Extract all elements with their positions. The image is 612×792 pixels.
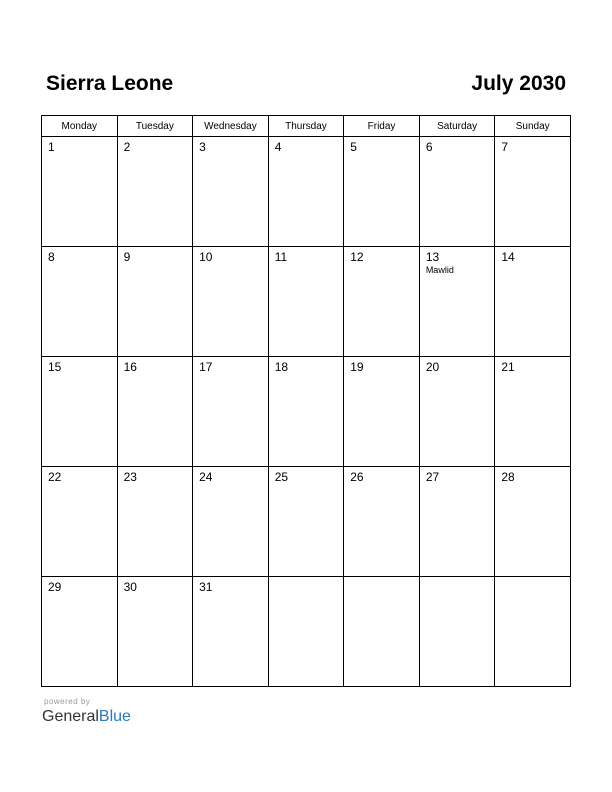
- day-cell: [42, 247, 118, 357]
- day-number: 24: [199, 470, 213, 484]
- calendar-grid: [41, 115, 571, 687]
- brand-blue: Blue: [98, 708, 131, 725]
- week-row: [42, 577, 571, 687]
- day-cell: [193, 467, 269, 577]
- day-number: 25: [274, 470, 289, 484]
- day-number: 30: [123, 580, 137, 594]
- day-cell: [419, 467, 495, 577]
- day-number: 21: [501, 360, 515, 374]
- day-cell: [344, 357, 420, 467]
- day-cell: [495, 357, 571, 467]
- brand-general: General: [42, 708, 99, 725]
- day-number: 11: [274, 250, 288, 264]
- weekday-saturday: Saturday: [419, 116, 495, 137]
- day-cell-empty: [268, 577, 344, 687]
- day-number: 10: [199, 250, 213, 264]
- weekday-monday: Monday: [42, 116, 118, 137]
- week-row: [42, 247, 571, 357]
- country-title: Sierra Leone: [46, 72, 174, 95]
- day-number: 23: [123, 470, 137, 484]
- day-number: 9: [123, 250, 131, 264]
- day-number: 6: [425, 140, 433, 154]
- page-header: [46, 72, 566, 98]
- day-cell-empty: [419, 577, 495, 687]
- weekday-thursday: Thursday: [268, 116, 344, 137]
- day-cell: [193, 137, 269, 247]
- day-cell: [193, 357, 269, 467]
- day-cell: [268, 467, 344, 577]
- powered-by-text: powered by: [44, 697, 91, 706]
- day-cell: [117, 577, 193, 687]
- day-cell: [193, 577, 269, 687]
- day-cell: [42, 137, 118, 247]
- day-cell: [495, 247, 571, 357]
- day-number: 17: [199, 360, 213, 374]
- day-number: 26: [350, 470, 364, 484]
- day-number: 2: [123, 140, 131, 154]
- day-number: 29: [48, 580, 62, 594]
- day-cell: [268, 137, 344, 247]
- day-cell: [42, 467, 118, 577]
- day-number: 22: [48, 470, 62, 484]
- day-cell: [344, 467, 420, 577]
- generalblue-logo[interactable]: [42, 708, 131, 726]
- day-number: 4: [274, 140, 282, 154]
- day-cell: [419, 137, 495, 247]
- day-cell: [419, 247, 495, 357]
- day-number: 20: [425, 360, 440, 374]
- day-number: 31: [199, 580, 213, 594]
- weekday-sunday: Sunday: [495, 116, 571, 137]
- weekday-header-row: [42, 116, 571, 137]
- day-cell: [268, 247, 344, 357]
- day-number: 18: [274, 360, 289, 374]
- weekday-wednesday: Wednesday: [193, 116, 269, 137]
- day-cell: [268, 357, 344, 467]
- day-cell: [117, 247, 193, 357]
- day-cell-empty: [495, 577, 571, 687]
- month-title: July 2030: [471, 72, 566, 95]
- day-number: 16: [123, 360, 137, 374]
- holiday-label: Mawlid: [425, 265, 454, 275]
- week-row: [42, 357, 571, 467]
- day-cell: [117, 467, 193, 577]
- day-cell: [117, 357, 193, 467]
- day-number: 19: [350, 360, 364, 374]
- day-number: 15: [48, 360, 62, 374]
- day-number: 13: [425, 250, 440, 264]
- day-cell: [42, 357, 118, 467]
- day-number: 28: [501, 470, 515, 484]
- day-cell: [495, 467, 571, 577]
- footer: [42, 697, 131, 726]
- day-number: 27: [425, 470, 440, 484]
- weekday-tuesday: Tuesday: [117, 116, 193, 137]
- week-row: [42, 467, 571, 577]
- day-number: 1: [48, 140, 55, 154]
- weekday-friday: Friday: [344, 116, 420, 137]
- day-cell-empty: [344, 577, 420, 687]
- day-cell: [419, 357, 495, 467]
- day-number: 12: [350, 250, 364, 264]
- day-cell: [193, 247, 269, 357]
- day-cell: [344, 247, 420, 357]
- day-cell: [42, 577, 118, 687]
- day-cell: [117, 137, 193, 247]
- day-number: 14: [501, 250, 515, 264]
- day-number: 7: [501, 140, 509, 154]
- day-cell: [344, 137, 420, 247]
- day-number: 5: [350, 140, 357, 154]
- day-number: 3: [199, 140, 206, 154]
- week-row: [42, 137, 571, 247]
- day-number: 8: [48, 250, 55, 264]
- day-cell: [495, 137, 571, 247]
